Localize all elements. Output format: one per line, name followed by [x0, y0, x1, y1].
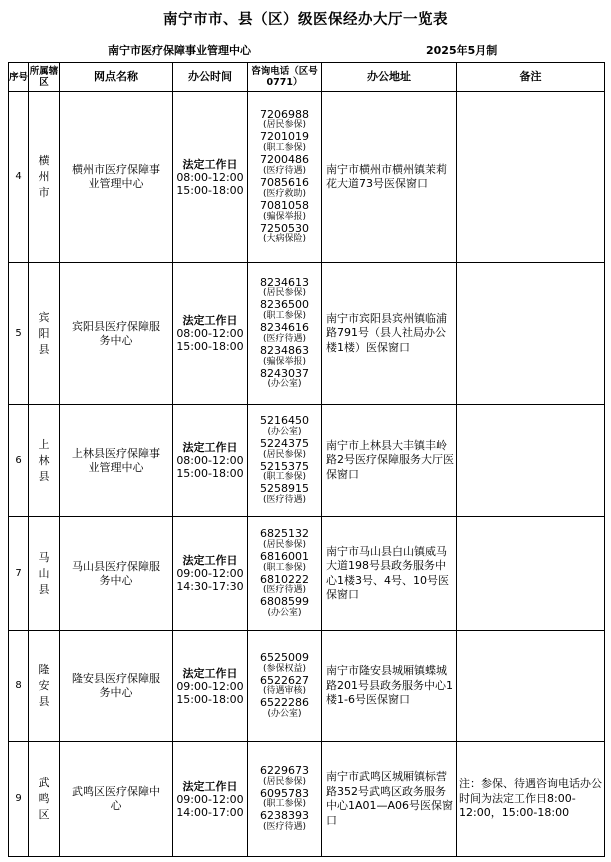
- row-index: 6: [9, 405, 29, 517]
- phone-note: (医疗待遇): [262, 333, 307, 344]
- row-remark: [457, 92, 605, 263]
- phone-note: (居民参保): [262, 120, 307, 131]
- hours-pm: 15:00-18:00: [176, 692, 244, 706]
- hours-am: 08:00-12:00: [176, 454, 244, 467]
- office-name: 上林县医疗保障事业管理中心: [72, 446, 160, 474]
- row-address: 南宁市横州市横州镇茉莉花大道73号医保窗口: [322, 92, 457, 263]
- header-address: 办公地址: [322, 63, 457, 92]
- row-name: [60, 742, 173, 857]
- header-hours: 办公时间: [173, 63, 248, 92]
- phone-note: (医疗救助): [262, 188, 307, 199]
- phone-note: (办公室): [267, 608, 302, 619]
- row-hours: [173, 517, 248, 631]
- row-district: [29, 517, 60, 631]
- phone-number: 6522627: [260, 673, 309, 687]
- row-name: [60, 263, 173, 405]
- row-district: [29, 631, 60, 742]
- phone-number: 5215375: [260, 459, 309, 473]
- hours-pm: 14:30-17:30: [176, 580, 244, 593]
- row-district: [29, 263, 60, 405]
- hours-label: 法定工作日: [182, 666, 238, 680]
- phone-note: (办公室): [267, 426, 302, 437]
- phone-number: 5224375: [260, 436, 309, 450]
- table-row: [9, 631, 605, 742]
- phone-number: 6525009: [260, 650, 309, 664]
- hours-pm: 14:00-17:00: [176, 805, 244, 819]
- office-name: 隆安县医疗保障服务中心: [72, 672, 160, 699]
- row-hours: [173, 263, 248, 405]
- phone-note: (职工参保): [262, 562, 307, 573]
- phone-note: (居民参保): [262, 449, 307, 460]
- phone-note: (办公室): [267, 709, 302, 720]
- phone-note: (医疗待遇): [262, 585, 307, 596]
- row-address: 南宁市武鸣区城厢镇标营路352号武鸣区政务服务中心1A01—A06号医保窗口: [322, 742, 457, 857]
- district-text: 马山县: [38, 550, 50, 596]
- row-name: [60, 517, 173, 631]
- row-name: [60, 631, 173, 742]
- table-row: [9, 92, 605, 263]
- row-index: 4: [9, 92, 29, 263]
- row-address: 南宁市宾阳县宾州镇临浦路791号（县人社局办公楼1楼）医保窗口: [322, 263, 457, 405]
- phone-number: 8234863: [260, 343, 309, 357]
- phone-note: (骗保举报): [262, 356, 307, 367]
- phone-note: (办公室): [267, 379, 302, 390]
- hours-am: 09:00-12:00: [176, 792, 244, 806]
- phone-note: (医疗待遇): [262, 822, 307, 833]
- phone-note: (居民参保): [262, 539, 307, 550]
- phone-number: 8236500: [260, 298, 309, 312]
- phone-number: 6522286: [260, 696, 309, 710]
- phone-number: 7250530: [260, 221, 309, 235]
- phone-number: 8234613: [260, 275, 309, 289]
- phone-note: (医疗待遇): [262, 166, 307, 176]
- phone-note: (参保权益): [262, 663, 307, 674]
- phone-number: 7085616: [260, 176, 309, 189]
- phone-number: 5216450: [260, 413, 309, 427]
- phone-number: 7201019: [260, 130, 309, 144]
- phone-note: (职工参保): [262, 143, 307, 154]
- phone-note: (居民参保): [262, 288, 307, 299]
- phone-number: 7200486: [260, 153, 309, 167]
- row-phones: [248, 631, 322, 742]
- row-phones: [248, 405, 322, 517]
- row-district: [29, 742, 60, 857]
- phone-number: 6816001: [260, 549, 309, 563]
- row-phones: [248, 742, 322, 857]
- hours-am: 09:00-12:00: [176, 567, 244, 580]
- phone-number: 7206988: [260, 107, 309, 121]
- hours-label: 法定工作日: [182, 441, 238, 454]
- office-name: 马山县医疗保障服务中心: [72, 559, 160, 587]
- date-label: 2025年5月制: [426, 44, 498, 57]
- hours-pm: 15:00-18:00: [176, 183, 244, 197]
- phone-number: 6095783: [260, 786, 309, 800]
- issuer-label: 南宁市医疗保障事业管理中心: [108, 44, 251, 57]
- table-row: [9, 405, 605, 517]
- phone-note: (居民参保): [262, 776, 307, 787]
- row-remark: [457, 517, 605, 631]
- district-text: 宾阳县: [38, 310, 50, 356]
- office-name: 横州市医疗保障事业管理中心: [72, 163, 160, 190]
- row-index: 7: [9, 517, 29, 631]
- phone-note: (医疗待遇): [262, 495, 307, 506]
- row-remark: [457, 631, 605, 742]
- hours-label: 法定工作日: [182, 314, 238, 327]
- phone-number: 8234616: [260, 321, 309, 335]
- table-row: [9, 742, 605, 857]
- row-name: [60, 92, 173, 263]
- phone-note: (职工参保): [262, 472, 307, 483]
- office-table: [8, 62, 605, 857]
- table-header-row: [9, 63, 605, 92]
- hours-label: 法定工作日: [182, 554, 238, 567]
- row-phones: [248, 263, 322, 405]
- row-name: [60, 405, 173, 517]
- row-index: 9: [9, 742, 29, 857]
- phone-note: (大病保险): [262, 234, 307, 245]
- row-hours: [173, 631, 248, 742]
- district-text: 隆安县: [38, 663, 50, 708]
- phone-number: 6229673: [260, 763, 309, 777]
- row-hours: [173, 405, 248, 517]
- row-phones: [248, 92, 322, 263]
- header-index: 序号: [9, 63, 29, 92]
- table-row: [9, 517, 605, 631]
- district-text: 武鸣区: [38, 776, 50, 821]
- phone-number: 6810222: [260, 572, 309, 586]
- row-phones: [248, 517, 322, 631]
- hours-am: 09:00-12:00: [176, 679, 244, 693]
- phone-number: 7081058: [260, 198, 309, 212]
- office-name: 武鸣区医疗保障中心: [72, 785, 160, 812]
- header-phone: 咨询电话（区号0771）: [248, 63, 322, 92]
- row-remark: [457, 263, 605, 405]
- phone-note: (骗保举报): [262, 211, 307, 222]
- row-address: 南宁市马山县白山镇威马大道198号县政务服务中心1楼3号、4号、10号医保窗口: [322, 517, 457, 631]
- phone-note: (待遇审核): [262, 686, 307, 697]
- hours-am: 08:00-12:00: [176, 170, 244, 184]
- row-district: [29, 405, 60, 517]
- hours-label: 法定工作日: [182, 779, 238, 793]
- table-row: [9, 263, 605, 405]
- row-address: 南宁市上林县大丰镇丰岭路2号医疗保障服务大厅医保窗口: [322, 405, 457, 517]
- row-district: [29, 92, 60, 263]
- phone-note: (职工参保): [262, 799, 307, 810]
- page-title: 南宁市市、县（区）级医保经办大厅一览表: [163, 12, 448, 28]
- row-hours: [173, 742, 248, 857]
- row-index: 8: [9, 631, 29, 742]
- row-remark: [457, 405, 605, 517]
- phone-number: 8243037: [260, 366, 309, 380]
- phone-number: 6238393: [260, 809, 309, 823]
- phone-number: 5258915: [260, 482, 309, 496]
- row-hours: [173, 92, 248, 263]
- hours-pm: 15:00-18:00: [176, 467, 244, 480]
- row-address: 南宁市隆安县城厢镇蝶城路201号县政务服务中心1楼1-6号医保窗口: [322, 631, 457, 742]
- office-name: 宾阳县医疗保障服务中心: [72, 319, 160, 347]
- district-text: 横州市: [38, 154, 50, 199]
- row-index: 5: [9, 263, 29, 405]
- row-remark: 注：参保、待遇咨询电话办公时间为法定工作日8:00-12:00，15:00-18:00: [457, 742, 605, 857]
- header-district: 所属辖区: [29, 63, 60, 92]
- phone-note: (职工参保): [262, 311, 307, 322]
- phone-number: 6808599: [260, 595, 309, 609]
- phone-number: 6825132: [260, 526, 309, 540]
- hours-am: 08:00-12:00: [176, 327, 244, 340]
- header-name: 网点名称: [60, 63, 173, 92]
- hours-label: 法定工作日: [182, 157, 238, 171]
- district-text: 上林县: [38, 437, 50, 483]
- hours-pm: 15:00-18:00: [176, 340, 244, 353]
- header-remark: 备注: [457, 63, 605, 92]
